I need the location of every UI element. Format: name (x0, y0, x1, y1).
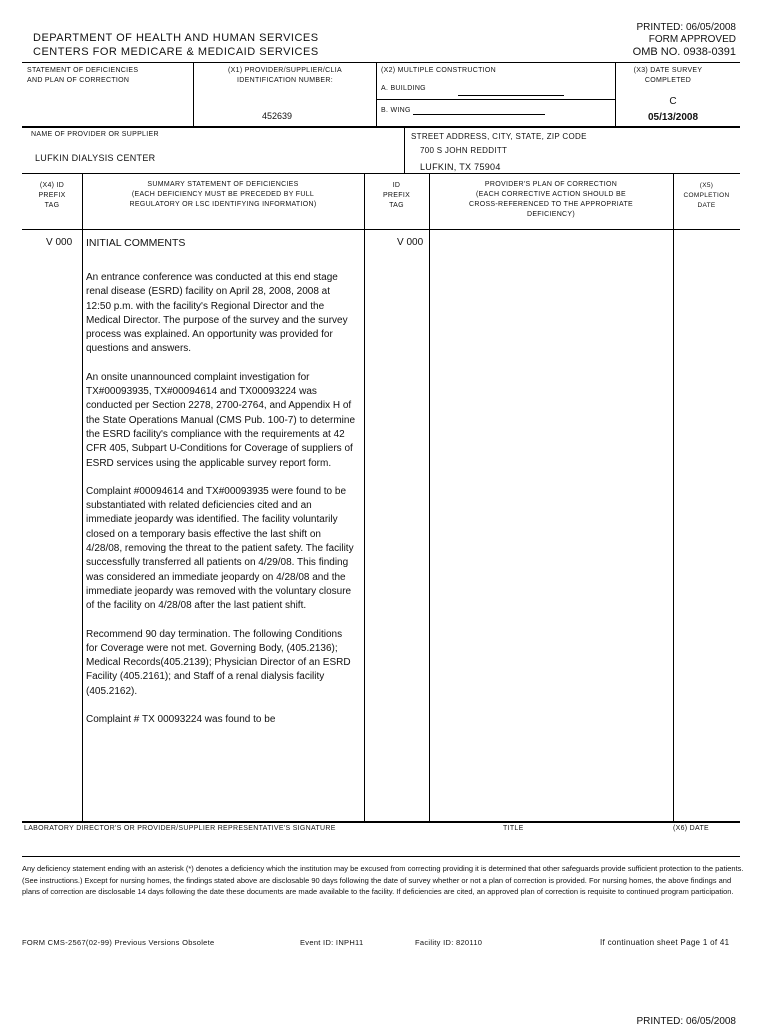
form-approval-block (633, 22, 736, 58)
paragraph: An entrance conference was conducted at this end stage renal disease (ESRD) facility on April 28, 2008, 2008 at 12:50 p.m. with the facility's Regional Director and the Medical Director. The purpose of the survey and the survey process was explained. An opportunity was provided for questions and answers. (86, 272, 348, 355)
form-number: FORM CMS-2567(02-99) Previous Versions Obsolete (22, 938, 215, 947)
divider (615, 62, 616, 126)
divider (376, 62, 377, 126)
id-prefix-header: ID PREFIX TAG (382, 182, 411, 209)
divider (376, 99, 615, 100)
form-approved-label: FORM APPROVED (648, 34, 736, 45)
wing-label: B. WING (381, 107, 411, 114)
provider-name-label: NAME OF PROVIDER OR SUPPLIER (31, 131, 159, 138)
agency-name: CENTERS FOR MEDICARE & MEDICAID SERVICES (33, 46, 319, 58)
plan-of-correction-header: PROVIDER'S PLAN OF CORRECTION (EACH CORRECTIVE ACTION SHOULD BE CROSS-REFERENCED TO THE APPROPRIATE DEFICIENCY) (468, 181, 633, 218)
address-street: 700 S JOHN REDDITT (420, 146, 508, 155)
paragraph: An onsite unannounced complaint investigation for TX#00093935, TX#00094614 and TX00093224 was conducted per Section 2278, 2700-2764, and Appendix H of the State Operations Manual (CMS Pub. 100-7) to determine the ESRD facility's compliance with the requirements at 42 CFR 405, Subpart U-Conditions for Coverage of suppliers of ESRD services using the applicable survey report form. (86, 371, 356, 469)
divider (22, 229, 740, 230)
next-page-printed-date: PRINTED: 06/05/2008 (636, 1016, 736, 1027)
divider (364, 174, 365, 821)
survey-type-code: C (669, 96, 677, 107)
provider-id-number: 452639 (262, 111, 293, 121)
date-label: (X6) DATE (673, 825, 710, 832)
disclosure-footnote: Any deficiency statement ending with an asterisk (*) denotes a deficiency which the institution may be excused from correcting providing it is determined that other safeguards provide sufficient protection to the patients. (See instructions.) Except for nursing homes, the findings stated above are disclosable 90 days following the date of survey whether or not a plan of correction is provided. For nursing homes, the above findings and plans of correction are disclosable 14 days following the date these documents are made available to the facility. If deficiencies are cited, an approved plan of correction is requisite to continued program participation. (22, 864, 744, 896)
divider (193, 62, 194, 126)
divider (82, 174, 83, 821)
building-label: A. BUILDING (381, 85, 426, 92)
completion-date-header: (X5) COMPLETION DATE (683, 182, 730, 209)
provider-id-label: (X1) PROVIDER/SUPPLIER/CLIA IDENTIFICATION NUMBER: (228, 67, 342, 84)
paragraph: Complaint # TX 00093224 was found to be (86, 714, 276, 726)
printed-date: PRINTED: 06/05/2008 (636, 22, 736, 33)
signature-label: LABORATORY DIRECTOR'S OR PROVIDER/SUPPLIER REPRESENTATIVE'S SIGNATURE (24, 825, 336, 832)
deficiency-tag: V 000 (46, 237, 73, 248)
title-label: TITLE (503, 825, 524, 832)
paragraph: Complaint #00094614 and TX#00093935 were found to be substantiated with related deficiencies cited and an immediate jeopardy was identified. The facility voluntarily closed on a temporary basis effective the last shift on 4/28/08, removing the threat to the patient safety. The facility successfully transferred all patients on 4/29/08. This finding was considered an immediate jeopardy on 4/28/08 and the immediate jeopardy was removed with the voluntary closure of the facility on 4/28/08 after the last patient shift. (86, 485, 354, 612)
paragraph: Recommend 90 day termination. The following Conditions for Coverage were not met. Governing Body, (405.2136); Medical Records(405.2139); Physician Director of an ESRD Facility (405.2161); and Staff of a renal dialysis facility (405.2162). (86, 628, 351, 697)
divider (404, 127, 405, 173)
survey-date: 05/13/2008 (647, 112, 699, 123)
divider (22, 856, 740, 857)
event-id: Event ID: INPH11 (300, 938, 364, 947)
x4-prefix-header: (X4) ID PREFIX TAG (38, 182, 66, 209)
multiple-construction-label: (X2) MULTIPLE CONSTRUCTION (381, 67, 497, 74)
address-label: STREET ADDRESS, CITY, STATE, ZIP CODE (411, 132, 587, 141)
divider (22, 62, 740, 63)
plan-tag: V 000 (397, 237, 424, 248)
building-underline (458, 95, 564, 96)
divider (22, 173, 740, 174)
agency-header (33, 31, 319, 59)
divider (429, 174, 430, 821)
date-survey-completed-label: (X3) DATE SURVEY COMPLETED (633, 67, 703, 84)
entry-heading: INITIAL COMMENTS (86, 237, 186, 249)
deficiency-text (86, 271, 356, 741)
wing-underline (413, 114, 545, 115)
divider (22, 126, 740, 128)
omb-number: OMB NO. 0938-0391 (632, 46, 736, 58)
address-city: LUFKIN, TX 75904 (420, 162, 501, 172)
statement-of-deficiencies-label: STATEMENT OF DEFICIENCIES AND PLAN OF CORRECTION (27, 67, 139, 84)
facility-id: Facility ID: 820110 (415, 938, 483, 947)
provider-name: LUFKIN DIALYSIS CENTER (35, 153, 156, 163)
divider (22, 821, 740, 823)
divider (673, 174, 674, 821)
department-name: DEPARTMENT OF HEALTH AND HUMAN SERVICES (33, 32, 319, 44)
page-indicator: If continuation sheet Page 1 of 41 (600, 938, 730, 947)
summary-statement-header: SUMMARY STATEMENT OF DEFICIENCIES (EACH DEFICIENCY MUST BE PRECEDED BY FULL REGULATORY OR LSC IDENTIFYING INFORMATION) (129, 181, 317, 208)
